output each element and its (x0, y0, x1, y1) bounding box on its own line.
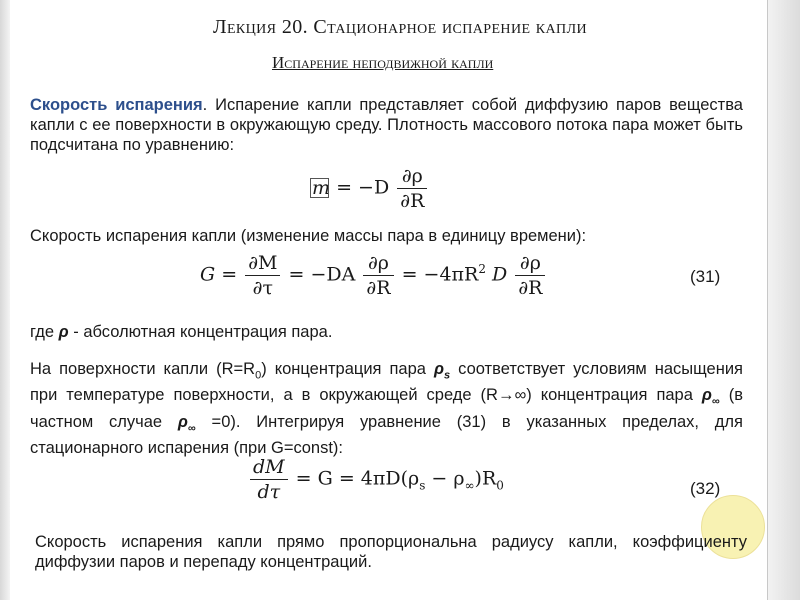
fraction-denominator: dτ (257, 481, 281, 503)
paragraph-rho-definition (30, 322, 743, 342)
paragraph-drop-evaporation-rate: Скорость испарения капли (изменение массы пара в единицу времени): (30, 227, 587, 245)
equation-number-31: (31) (690, 267, 721, 286)
text: На поверхности капли (R=R (30, 360, 256, 378)
eq32-rhs: = G = 4πD(ρ (295, 467, 420, 490)
fraction-drho-dr (397, 165, 427, 212)
sub: ∞ (464, 478, 475, 493)
paragraph-boundary-conditions (30, 359, 743, 458)
paragraph-evaporation-text: . Испарение капли представляет собой диффузию паров вещества капли с ее поверхности в окружающую среду. Плотность массового потока пара может быть подсчитана по уравнению: (30, 96, 743, 154)
text: где (30, 323, 59, 341)
equation-mass-flux (312, 165, 429, 212)
fraction-numerator: ∂ρ (397, 165, 427, 189)
text: соответствует условиям насыщения при температуре поверхности, а в окружающей среде (R→∞) концентрация пара (30, 360, 743, 405)
equation-31 (200, 252, 547, 299)
mass-flux-equals: = −D (336, 176, 390, 199)
fraction-numerator: ∂ρ (363, 252, 393, 276)
fraction-denominator: ∂τ (252, 277, 273, 299)
right-frame-border (767, 0, 800, 600)
text: - абсолютная концентрация пара. (68, 323, 333, 341)
rho-inf-symbol: ρ (701, 386, 712, 405)
term-evaporation-rate: Скорость испарения (30, 96, 203, 114)
text: =0). Интегрируя уравнение (31) в указанных пределах, для стационарного испарения (при G=const): (30, 412, 743, 457)
rho-s-symbol: ρ (433, 360, 444, 378)
fraction-numerator: dM (250, 456, 288, 480)
paragraph-conclusion: Скорость испарения капли прямо пропорциональна радиусу капли, коэффициенту диффузии паров и перепаду концентраций. (35, 533, 747, 571)
sub: s (419, 478, 426, 493)
fraction-numerator: ∂ρ (515, 252, 545, 276)
eq31-mid2: = −4πR (401, 263, 479, 286)
eq31-g: G = (200, 263, 238, 286)
fraction-drho-dr-2 (515, 252, 545, 299)
paragraph-evaporation-rate (30, 95, 743, 155)
sub: 0 (496, 478, 504, 493)
equation-number-32: (32) (690, 479, 721, 498)
sub: s (443, 369, 451, 382)
eq31-sup: 2 (478, 262, 486, 277)
slide-subtitle: Испарение неподвижной капли (272, 53, 494, 72)
text: (в частном случае (30, 386, 743, 431)
equation-32 (248, 456, 504, 503)
fraction-numerator: ∂M (245, 252, 280, 276)
text: − ρ (425, 467, 465, 490)
sub: ∞ (187, 421, 196, 434)
fraction-dm-dtau-32 (250, 456, 288, 503)
fraction-dm-dtau (245, 252, 280, 299)
rho-symbol: ρ (58, 323, 69, 341)
eq31-mid1: = −DA (288, 263, 356, 286)
rho-inf-symbol-2: ρ (177, 412, 188, 431)
slide-title: Лекция 20. Стационарное испарение капли (213, 16, 587, 38)
sub: ∞ (711, 395, 720, 408)
fraction-denominator: ∂R (400, 190, 425, 212)
text: )R (474, 467, 497, 490)
fraction-denominator: ∂R (366, 277, 391, 299)
eq31-mid3: D (492, 263, 508, 286)
mass-flux-box (310, 178, 329, 198)
text: ) концентрация пара (261, 360, 434, 378)
fraction-denominator: ∂R (518, 277, 543, 299)
sub: 0 (255, 369, 262, 382)
fraction-drho-dr-1 (363, 252, 393, 299)
mass-flux-symbol: m (312, 176, 331, 199)
left-frame-border (0, 0, 10, 600)
